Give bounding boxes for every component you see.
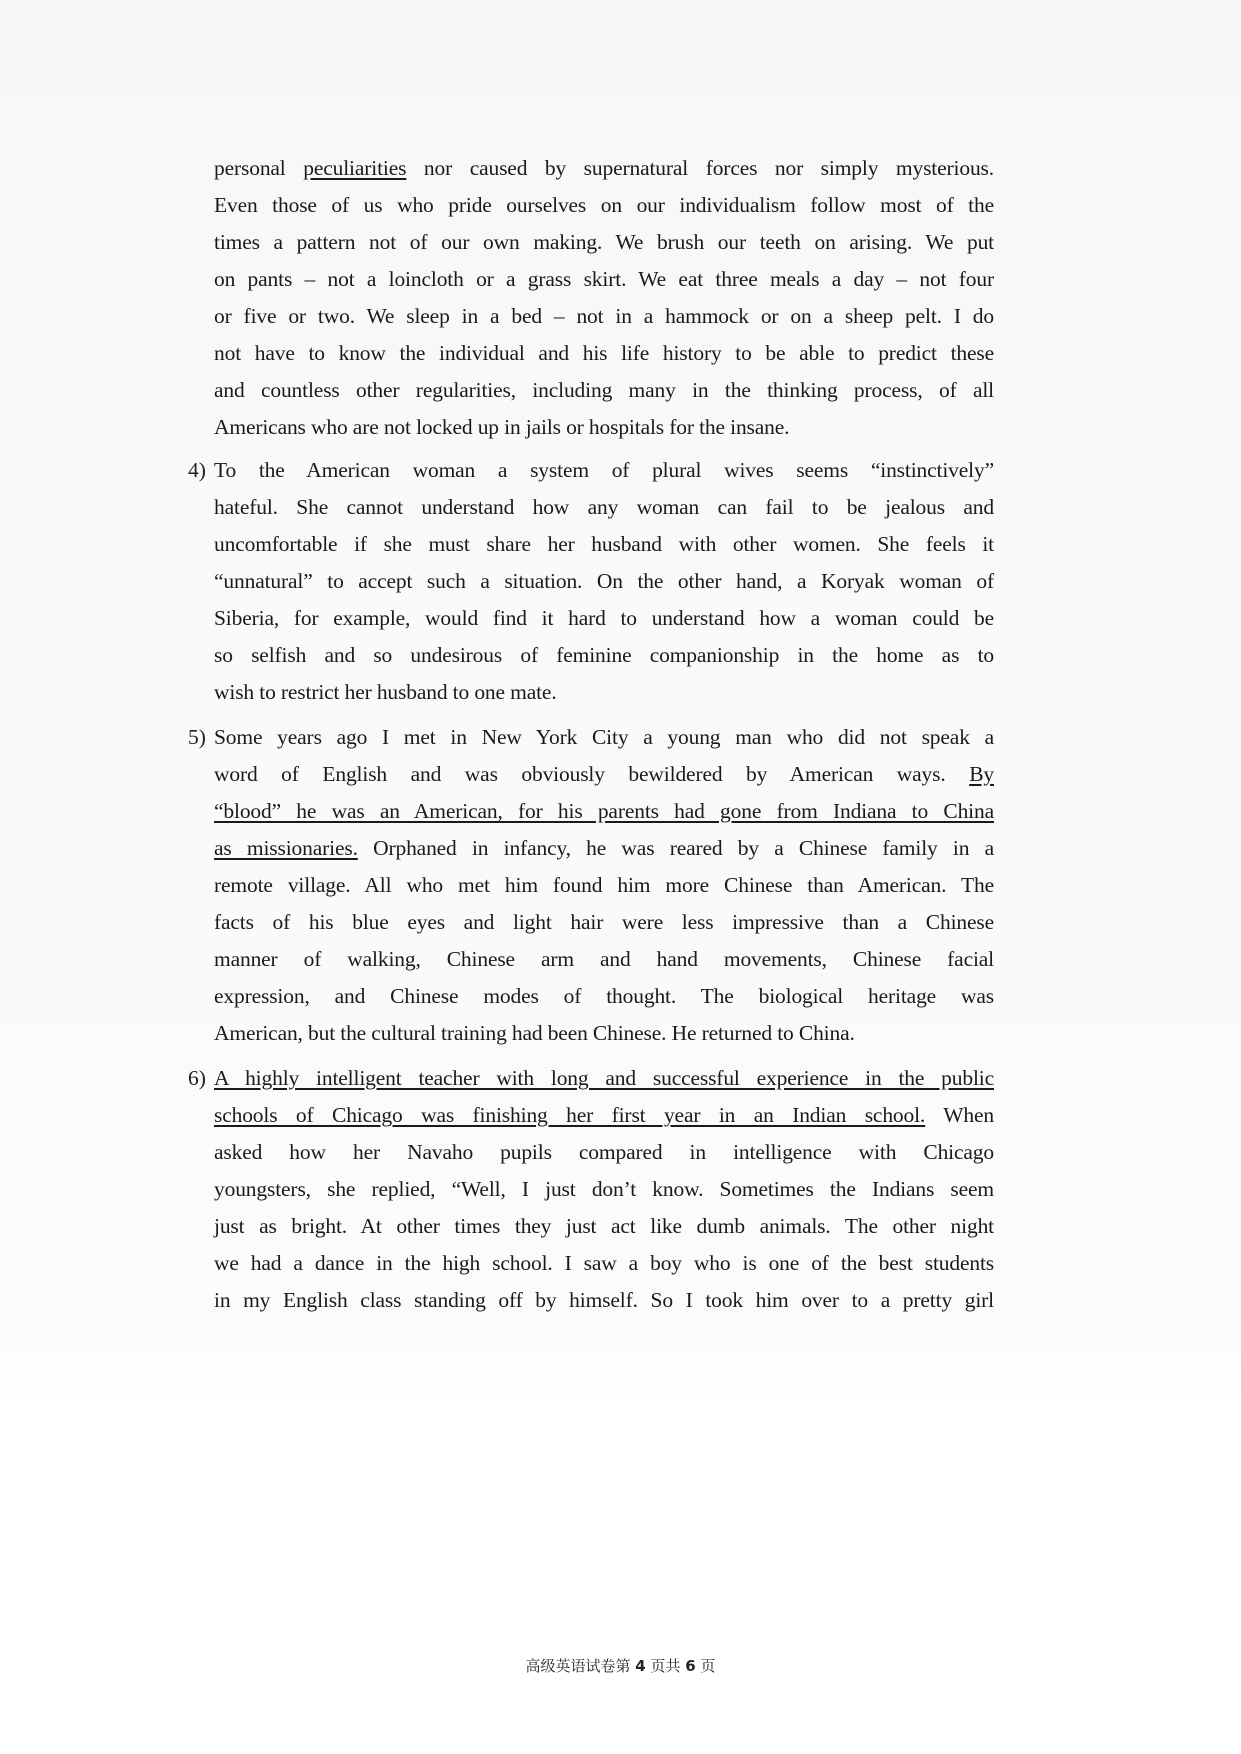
paragraph-number: 5) <box>188 725 206 749</box>
text-line: times a pattern not of our own making. We brush our teeth on arising. We put <box>214 230 994 254</box>
underlined-sentence: as missionaries. <box>214 836 358 860</box>
text-line: uncomfortable if she must share her husband with other women. She feels it <box>214 532 994 556</box>
paragraph-6 <box>188 1060 994 1319</box>
paragraph-number: 4) <box>188 458 206 482</box>
paragraph-4 <box>188 452 994 711</box>
text-line: on pants – not a loincloth or a grass skirt. We eat three meals a day – not four <box>214 267 994 291</box>
underlined-sentence: “blood” he was an American, for his parents had gone from Indiana to China <box>214 799 994 823</box>
text-line: remote village. All who met him found him more Chinese than American. The <box>214 873 994 897</box>
underlined-sentence: By <box>969 762 994 786</box>
underlined-sentence: schools of Chicago was finishing her first year in an Indian school. <box>214 1103 926 1127</box>
paragraph-5 <box>188 719 994 1052</box>
text-line: expression, and Chinese modes of thought. The biological heritage was <box>214 984 994 1008</box>
text-line: manner of walking, Chinese arm and hand movements, Chinese facial <box>214 947 994 971</box>
text-line: facts of his blue eyes and light hair were less impressive than a Chinese <box>214 910 994 934</box>
text-line: just as bright. At other times they just act like dumb animals. The other night <box>214 1214 994 1238</box>
text-line: Siberia, for example, would find it hard to understand how a woman could be <box>214 606 994 630</box>
exam-passage <box>188 150 994 1319</box>
text-line: asked how her Navaho pupils compared in intelligence with Chicago <box>214 1140 994 1164</box>
text-line: American, but the cultural training had been Chinese. He returned to China. <box>214 1021 855 1045</box>
text-line: not have to know the individual and his life history to be able to predict these <box>214 341 994 365</box>
text-line: or five or two. We sleep in a bed – not in a hammock or on a sheep pelt. I do <box>214 304 994 328</box>
text-line: youngsters, she replied, “Well, I just don’t know. Sometimes the Indians seem <box>214 1177 994 1201</box>
text-line: Some years ago I met in New York City a young man who did not speak a <box>214 725 994 749</box>
paragraph-number: 6) <box>188 1066 206 1090</box>
text-line: “unnatural” to accept such a situation. On the other hand, a Koryak woman of <box>214 569 994 593</box>
text-line: Americans who are not locked up in jails or hospitals for the insane. <box>214 415 790 439</box>
text-line: we had a dance in the high school. I saw a boy who is one of the best students <box>214 1251 994 1275</box>
total-page-count: 6 <box>685 1657 696 1675</box>
text-line: personal peculiarities nor caused by supernatural forces nor simply mysterious. <box>214 156 994 180</box>
underlined-word-peculiarities: peculiarities <box>303 156 407 180</box>
paragraph-3-continuation <box>214 150 994 446</box>
text-line: and countless other regularities, including many in the thinking process, of all <box>214 378 994 402</box>
current-page-number: 4 <box>635 1657 646 1675</box>
underlined-sentence: A highly intelligent teacher with long and successful experience in the public <box>214 1066 994 1090</box>
text-line: wish to restrict her husband to one mate. <box>214 680 557 704</box>
text-line: hateful. She cannot understand how any woman can fail to be jealous and <box>214 495 994 519</box>
text-line: Even those of us who pride ourselves on our individualism follow most of the <box>214 193 994 217</box>
text-line: in my English class standing off by himself. So I took him over to a pretty girl <box>214 1288 994 1312</box>
text-line: so selfish and so undesirous of feminine companionship in the home as to <box>214 643 994 667</box>
page-footer: 高级英语试卷第 4 页共 6 页 <box>525 1657 716 1675</box>
text-line: To the American woman a system of plural wives seems “instinctively” <box>214 458 994 482</box>
text-line: as missionaries. Orphaned in infancy, he was reared by a Chinese family in a <box>214 836 994 860</box>
text-line: word of English and was obviously bewildered by American ways. By <box>214 762 994 786</box>
text-line: schools of Chicago was finishing her first year in an Indian school. When <box>214 1103 994 1127</box>
